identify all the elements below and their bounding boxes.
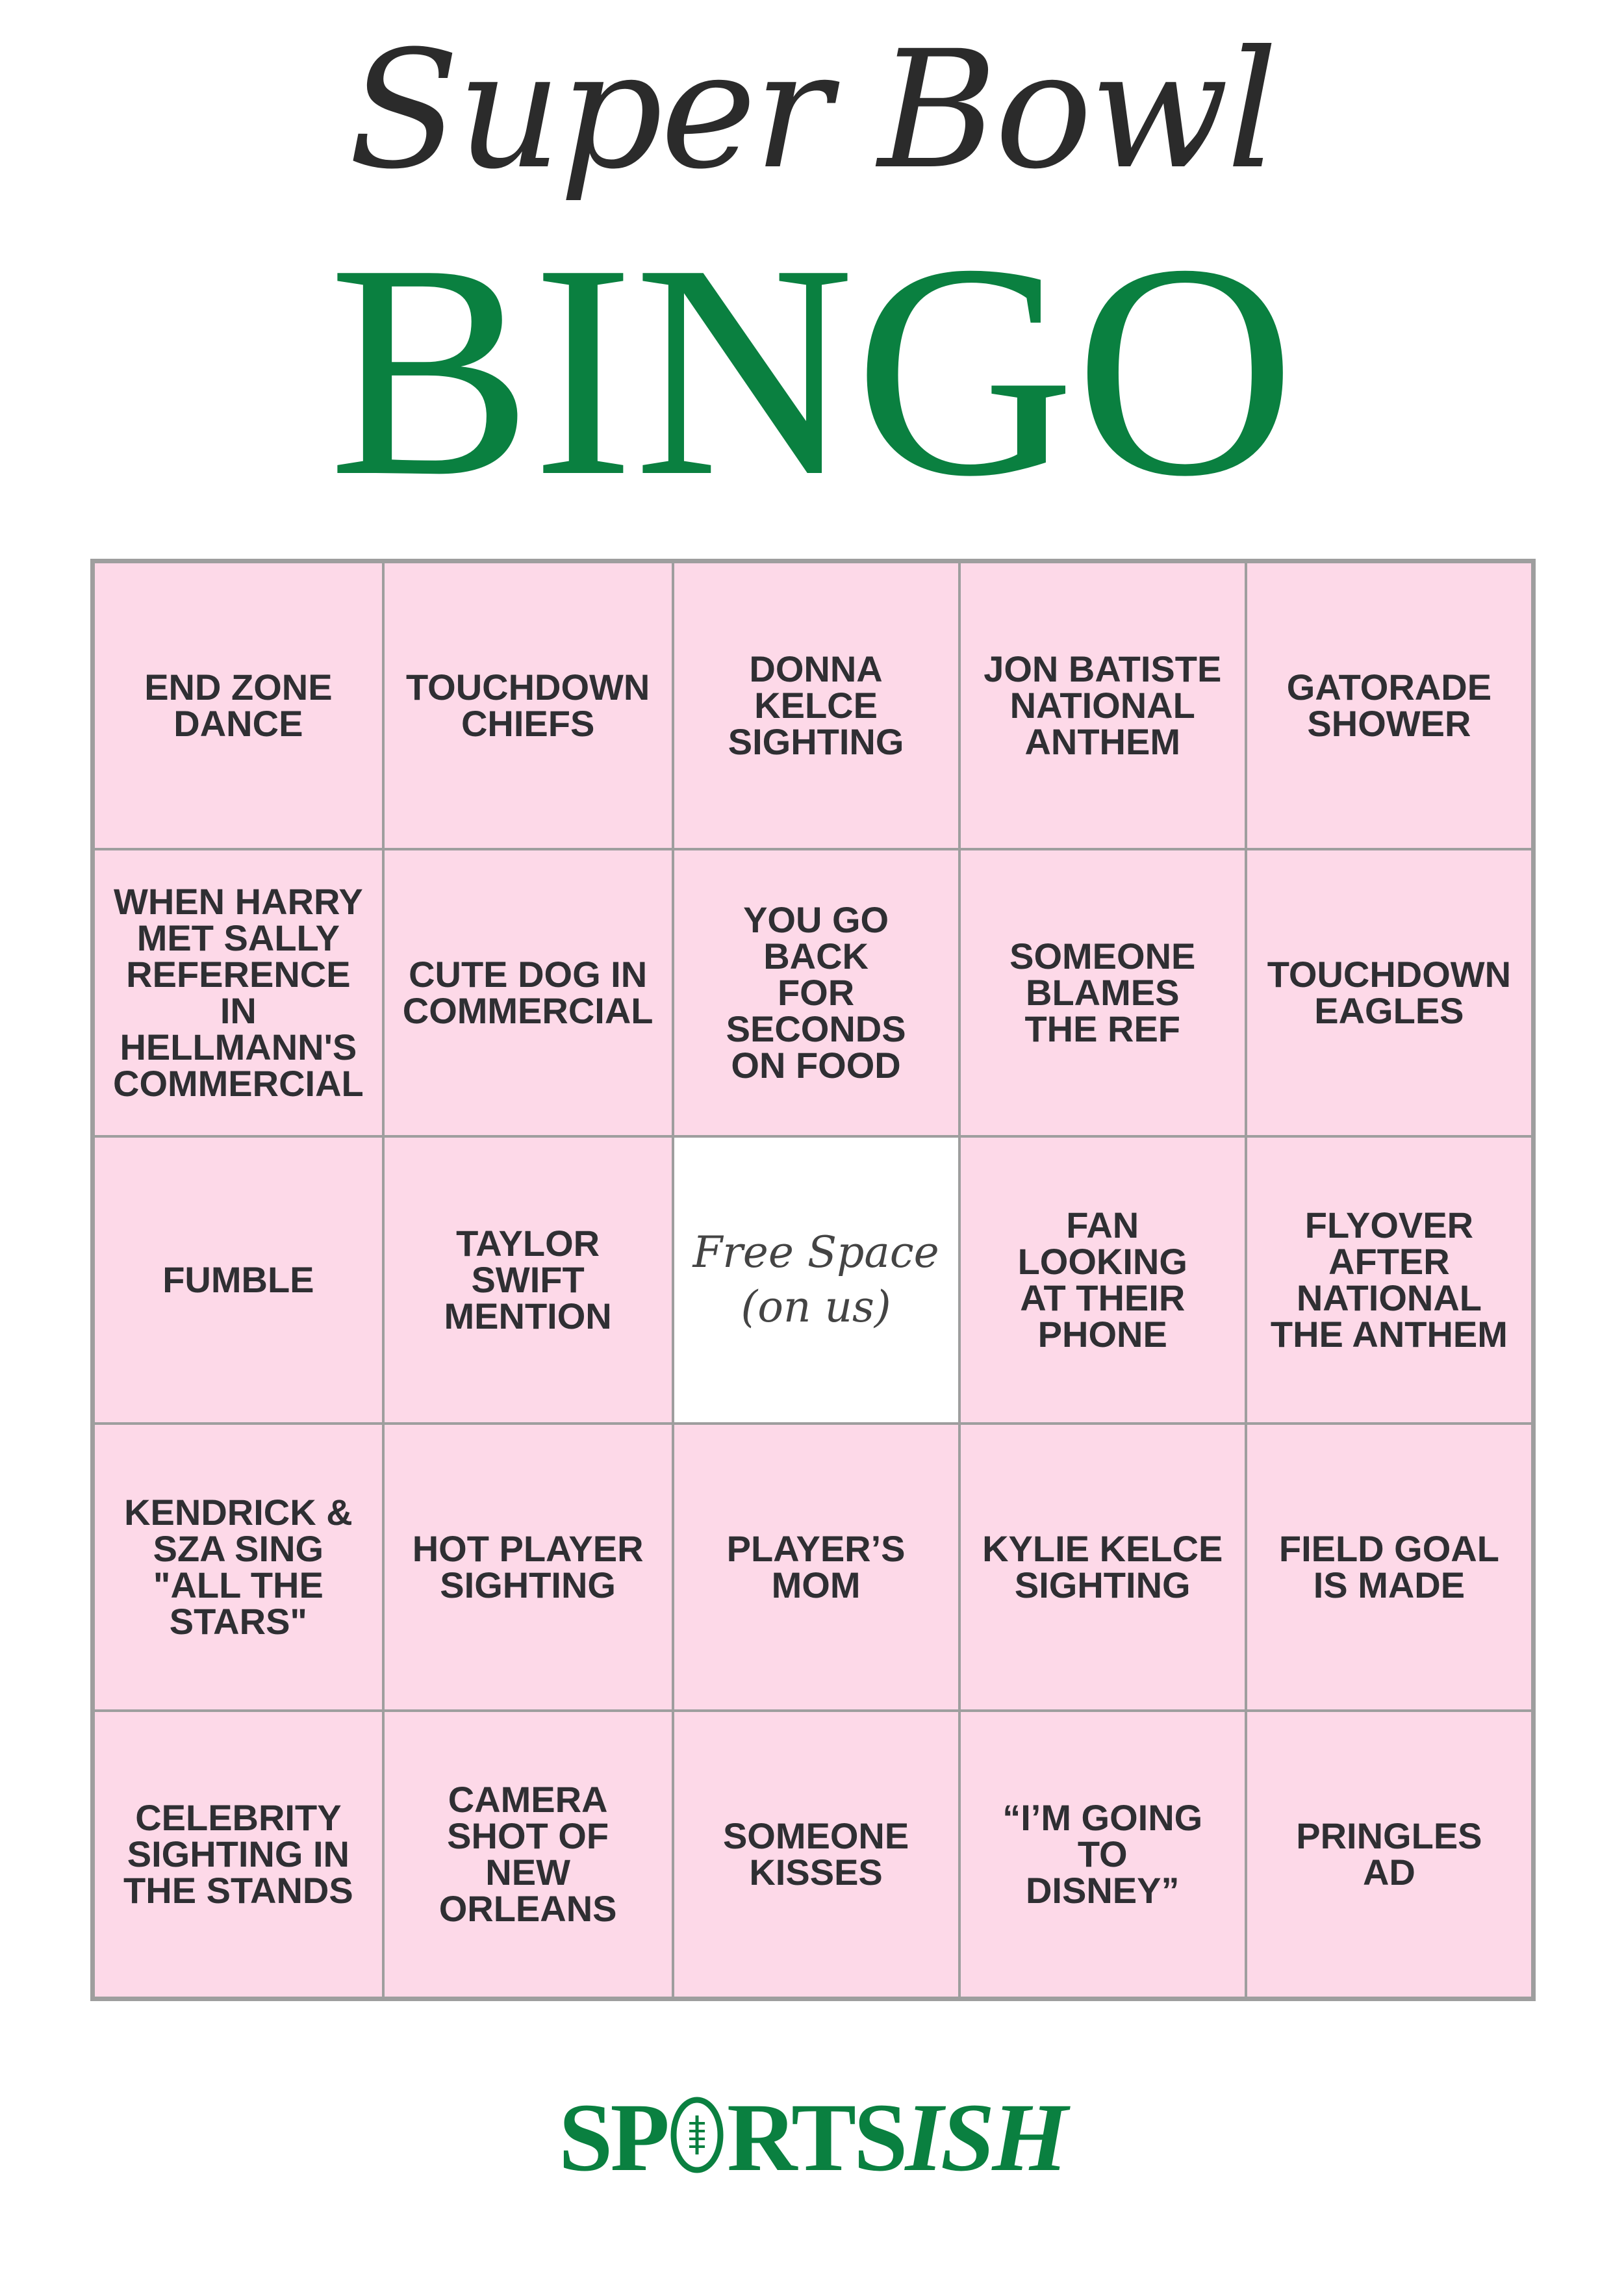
bingo-cell[interactable] bbox=[383, 562, 673, 849]
cell-label: TOUCHDOWN CHIEFS bbox=[405, 667, 650, 744]
bingo-cell[interactable] bbox=[1246, 849, 1532, 1136]
bingo-cell[interactable] bbox=[1246, 1136, 1532, 1424]
bingo-cell[interactable] bbox=[94, 1711, 383, 1998]
bingo-cell[interactable] bbox=[1246, 1424, 1532, 1711]
cell-label: HOT PLAYER SIGHTING bbox=[412, 1528, 644, 1605]
cell-label: DONNA KELCE SIGHTING bbox=[728, 648, 904, 762]
bingo-cell[interactable] bbox=[673, 1711, 959, 1998]
sportsish-logo bbox=[0, 2079, 1624, 2196]
cell-label: CUTE DOG IN COMMERCIAL bbox=[402, 954, 653, 1031]
bingo-cell[interactable] bbox=[94, 1424, 383, 1711]
bingo-cell[interactable] bbox=[959, 562, 1246, 849]
cell-label: SOMEONE KISSES bbox=[722, 1815, 909, 1893]
free-space-label: Free Space (on us) bbox=[692, 1227, 939, 1332]
cell-label: TOUCHDOWN EAGLES bbox=[1267, 954, 1512, 1031]
bingo-cell[interactable] bbox=[94, 849, 383, 1136]
cell-label: CAMERA SHOT OF NEW ORLEANS bbox=[438, 1779, 617, 1929]
logo-text-ish: ISH bbox=[905, 2084, 1066, 2191]
cell-label: END ZONE DANCE bbox=[144, 667, 333, 744]
bingo-cell[interactable] bbox=[383, 849, 673, 1136]
bingo-cell[interactable] bbox=[1246, 562, 1532, 849]
cell-label: FIELD GOAL IS MADE bbox=[1278, 1528, 1499, 1605]
bingo-title: BINGO bbox=[328, 201, 1296, 539]
cell-label: JON BATISTE NATIONAL ANTHEM bbox=[983, 648, 1222, 762]
football-icon bbox=[667, 2083, 727, 2161]
cell-label: FAN LOOKING AT THEIR PHONE bbox=[1017, 1205, 1187, 1355]
cell-label: FLYOVER AFTER NATIONAL THE ANTHEM bbox=[1270, 1205, 1508, 1355]
bingo-cell[interactable] bbox=[383, 1424, 673, 1711]
cell-label: TAYLOR SWIFT MENTION bbox=[444, 1223, 612, 1336]
bingo-grid bbox=[90, 559, 1536, 2001]
bingo-cell[interactable] bbox=[959, 849, 1246, 1136]
bingo-cell[interactable] bbox=[673, 1424, 959, 1711]
cell-label: GATORADE SHOWER bbox=[1286, 667, 1492, 744]
bingo-cell[interactable] bbox=[383, 1136, 673, 1424]
cell-label: WHEN HARRY MET SALLY REFERENCE IN HELLMANN'S COMMERCIAL bbox=[113, 881, 364, 1104]
cell-label: CELEBRITY SIGHTING IN THE STANDS bbox=[123, 1797, 353, 1911]
cell-label: PRINGLES AD bbox=[1296, 1815, 1482, 1893]
bingo-cell[interactable] bbox=[1246, 1711, 1532, 1998]
bingo-cell[interactable] bbox=[959, 1424, 1246, 1711]
bingo-cell[interactable] bbox=[673, 562, 959, 849]
cell-label: FUMBLE bbox=[162, 1259, 314, 1300]
cell-label: PLAYER’S MOM bbox=[726, 1528, 906, 1605]
cell-label: “I’M GOING TO DISNEY” bbox=[1002, 1797, 1203, 1911]
script-title: Super Bowl bbox=[348, 16, 1276, 205]
bingo-cell[interactable] bbox=[94, 562, 383, 849]
bingo-cell[interactable] bbox=[383, 1711, 673, 1998]
free-space-cell[interactable] bbox=[673, 1136, 959, 1424]
logo-text-sp: SP bbox=[558, 2084, 668, 2191]
cell-label: SOMEONE BLAMES THE REF bbox=[1009, 936, 1196, 1049]
bingo-cell[interactable] bbox=[959, 1711, 1246, 1998]
cell-label: KENDRICK & SZA SING "ALL THE STARS" bbox=[124, 1492, 353, 1642]
bingo-cell[interactable] bbox=[94, 1136, 383, 1424]
cell-label: KYLIE KELCE SIGHTING bbox=[982, 1528, 1223, 1605]
logo-text-rts: RTS bbox=[727, 2084, 906, 2191]
bingo-cell[interactable] bbox=[673, 849, 959, 1136]
cell-label: YOU GO BACK FOR SECONDS ON FOOD bbox=[726, 899, 906, 1086]
bingo-cell[interactable] bbox=[959, 1136, 1246, 1424]
